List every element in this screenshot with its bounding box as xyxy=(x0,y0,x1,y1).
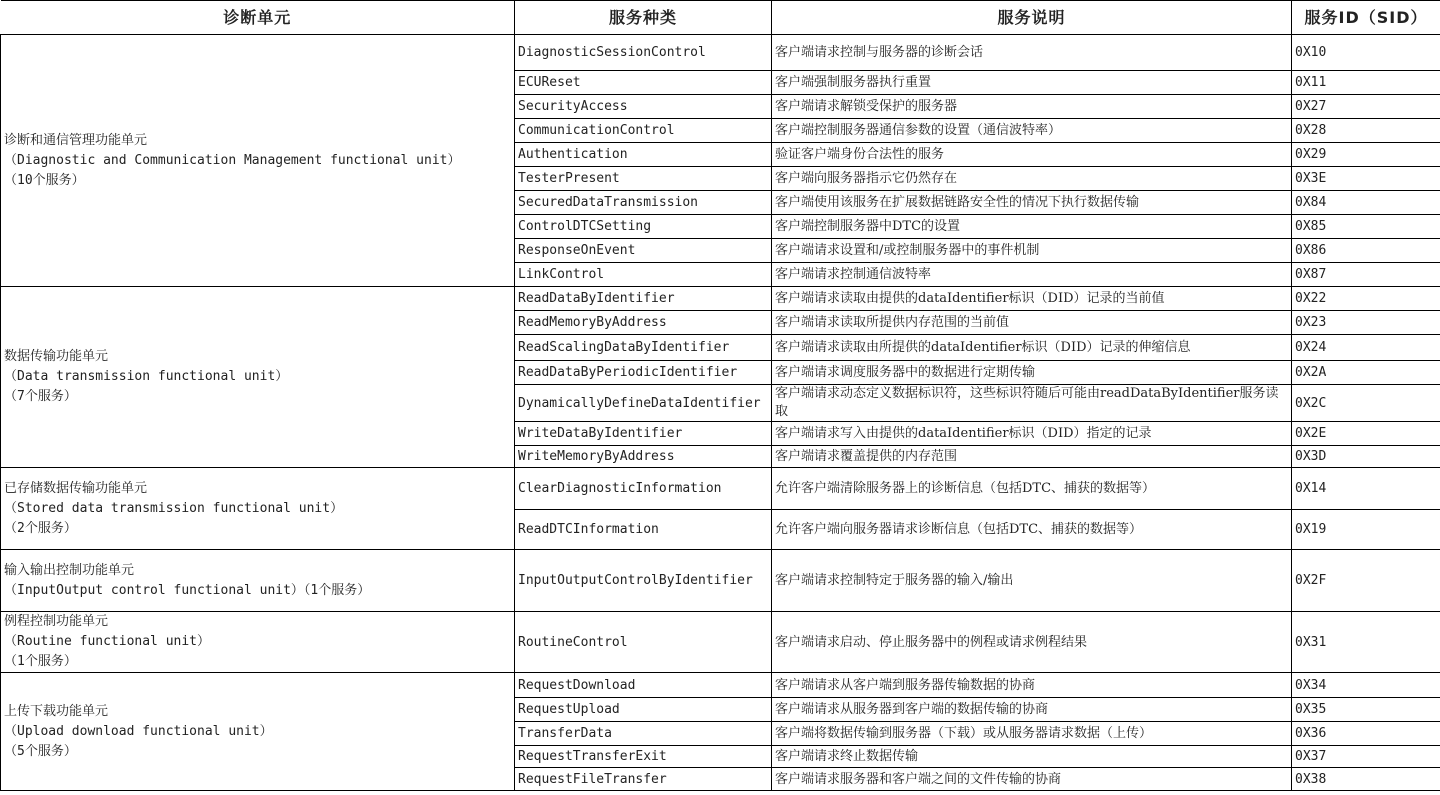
sid-cell: 0X31 xyxy=(1292,612,1440,673)
header-sid: 服务ID（SID） xyxy=(1292,1,1440,35)
service-description-cell: 客户端请求设置和/或控制服务器中的事件机制 xyxy=(772,239,1292,263)
sid-cell: 0X23 xyxy=(1292,311,1440,335)
sid-cell: 0X11 xyxy=(1292,71,1440,95)
service-description-cell: 客户端请求读取由提供的dataIdentifier标识（DID）记录的当前值 xyxy=(772,287,1292,311)
service-name-cell: RequestFileTransfer xyxy=(515,768,772,791)
service-name-cell: RequestUpload xyxy=(515,698,772,722)
service-description-cell: 客户端请求覆盖提供的内存范围 xyxy=(772,446,1292,468)
sid-cell: 0X86 xyxy=(1292,239,1440,263)
service-description-cell: 允许客户端向服务器请求诊断信息（包括DTC、捕获的数据等） xyxy=(772,510,1292,550)
unit-line: 例程控制功能单元 xyxy=(4,614,109,629)
unit-line: 已存储数据传输功能单元 xyxy=(4,480,148,496)
service-description-cell: 客户端请求读取由所提供的dataIdentifier标识（DID）记录的伸缩信息 xyxy=(772,335,1292,361)
unit-line: 输入输出控制功能单元 xyxy=(4,562,135,578)
header-unit: 诊断单元 xyxy=(1,1,515,35)
sid-cell: 0X3E xyxy=(1292,167,1440,191)
service-name-cell: ReadDataByIdentifier xyxy=(515,287,772,311)
service-description-cell: 客户端强制服务器执行重置 xyxy=(772,71,1292,95)
unit-cell xyxy=(1,612,515,673)
unit-cell xyxy=(1,468,515,550)
unit-cell xyxy=(1,673,515,791)
table-row xyxy=(1,673,1440,698)
sid-cell: 0X24 xyxy=(1292,335,1440,361)
sid-cell: 0X19 xyxy=(1292,510,1440,550)
service-description-cell: 客户端请求从服务器到客户端的数据传输的协商 xyxy=(772,698,1292,722)
service-description-cell: 客户端向服务器指示它仍然存在 xyxy=(772,167,1292,191)
header-description: 服务说明 xyxy=(772,1,1292,35)
sid-cell: 0X37 xyxy=(1292,746,1440,768)
sid-cell: 0X10 xyxy=(1292,35,1440,71)
service-name-cell: TransferData xyxy=(515,722,772,746)
sid-cell: 0X87 xyxy=(1292,263,1440,287)
service-description-cell: 客户端请求动态定义数据标识符，这些标识符随后可能由readDataByIdentifier服务读取 xyxy=(772,385,1292,422)
service-name-cell: LinkControl xyxy=(515,263,772,287)
service-name-cell: ResponseOnEvent xyxy=(515,239,772,263)
service-description-cell: 客户端请求读取所提供内存范围的当前值 xyxy=(772,311,1292,335)
sid-cell: 0X2A xyxy=(1292,361,1440,385)
service-description-cell: 客户端请求解锁受保护的服务器 xyxy=(772,95,1292,119)
unit-line: （Routine functional unit） xyxy=(4,634,211,649)
table-row xyxy=(1,550,1440,612)
table-body xyxy=(1,35,1440,791)
service-name-cell: TesterPresent xyxy=(515,167,772,191)
service-description-cell: 客户端控制服务器通信参数的设置（通信波特率） xyxy=(772,119,1292,143)
sid-cell: 0X28 xyxy=(1292,119,1440,143)
unit-line: （Stored data transmission functional unit） xyxy=(4,500,344,516)
service-name-cell: WriteDataByIdentifier xyxy=(515,422,772,446)
table-row xyxy=(1,287,1440,311)
service-name-cell: ECUReset xyxy=(515,71,772,95)
service-name-cell: RoutineControl xyxy=(515,612,772,673)
unit-line: （Diagnostic and Communication Management functional unit） xyxy=(4,152,461,168)
service-name-cell: ClearDiagnosticInformation xyxy=(515,468,772,510)
unit-cell xyxy=(1,550,515,612)
unit-line: （InputOutput control functional unit）（1个服务） xyxy=(4,582,371,598)
service-description-cell: 客户端请求控制通信波特率 xyxy=(772,263,1292,287)
sid-cell: 0X34 xyxy=(1292,673,1440,698)
unit-line: 诊断和通信管理功能单元 xyxy=(4,132,148,148)
sid-cell: 0X3D xyxy=(1292,446,1440,468)
unit-line: （2个服务） xyxy=(4,520,77,536)
table-row xyxy=(1,35,1440,71)
sid-cell: 0X27 xyxy=(1292,95,1440,119)
sid-cell: 0X84 xyxy=(1292,191,1440,215)
service-description-cell: 客户端使用该服务在扩展数据链路安全性的情况下执行数据传输 xyxy=(772,191,1292,215)
service-description-cell: 客户端请求服务器和客户端之间的文件传输的协商 xyxy=(772,768,1292,791)
service-description-cell: 验证客户端身份合法性的服务 xyxy=(772,143,1292,167)
service-description-cell: 客户端请求写入由提供的dataIdentifier标识（DID）指定的记录 xyxy=(772,422,1292,446)
table-row xyxy=(1,468,1440,510)
sid-cell: 0X35 xyxy=(1292,698,1440,722)
service-description-cell: 客户端请求启动、停止服务器中的例程或请求例程结果 xyxy=(772,612,1292,673)
service-description-cell: 客户端将数据传输到服务器（下载）或从服务器请求数据（上传） xyxy=(772,722,1292,746)
sid-cell: 0X2E xyxy=(1292,422,1440,446)
service-name-cell: RequestDownload xyxy=(515,673,772,698)
service-name-cell: ReadDTCInformation xyxy=(515,510,772,550)
sid-cell: 0X85 xyxy=(1292,215,1440,239)
unit-line: （1个服务） xyxy=(4,654,77,669)
service-name-cell: SecuredDataTransmission xyxy=(515,191,772,215)
service-description-cell: 客户端控制服务器中DTC的设置 xyxy=(772,215,1292,239)
service-name-cell: ReadDataByPeriodicIdentifier xyxy=(515,361,772,385)
unit-line: （5个服务） xyxy=(4,743,77,759)
service-description-cell: 客户端请求控制特定于服务器的输入/输出 xyxy=(772,550,1292,612)
service-description-cell: 客户端请求终止数据传输 xyxy=(772,746,1292,768)
service-name-cell: ReadMemoryByAddress xyxy=(515,311,772,335)
unit-line: 数据传输功能单元 xyxy=(4,349,109,364)
service-name-cell: RequestTransferExit xyxy=(515,746,772,768)
header-row xyxy=(1,1,1440,35)
service-name-cell: DiagnosticSessionControl xyxy=(515,35,772,71)
service-name-cell: DynamicallyDefineDataIdentifier xyxy=(515,385,772,422)
unit-cell xyxy=(1,35,515,287)
service-description-cell: 允许客户端清除服务器上的诊断信息（包括DTC、捕获的数据等） xyxy=(772,468,1292,510)
service-name-cell: ReadScalingDataByIdentifier xyxy=(515,335,772,361)
sid-cell: 0X36 xyxy=(1292,722,1440,746)
service-description-cell: 客户端请求从客户端到服务器传输数据的协商 xyxy=(772,673,1292,698)
sid-cell: 0X14 xyxy=(1292,468,1440,510)
unit-line: （Data transmission functional unit） xyxy=(4,369,289,384)
unit-line: （7个服务） xyxy=(4,389,77,404)
service-name-cell: Authentication xyxy=(515,143,772,167)
service-name-cell: SecurityAccess xyxy=(515,95,772,119)
service-name-cell: WriteMemoryByAddress xyxy=(515,446,772,468)
table-row xyxy=(1,612,1440,673)
unit-line: （10个服务） xyxy=(4,172,85,188)
sid-cell: 0X38 xyxy=(1292,768,1440,791)
header-service-type: 服务种类 xyxy=(515,1,772,35)
sid-cell: 0X22 xyxy=(1292,287,1440,311)
unit-line: （Upload download functional unit） xyxy=(4,723,273,739)
service-name-cell: CommunicationControl xyxy=(515,119,772,143)
sid-cell: 0X29 xyxy=(1292,143,1440,167)
sid-cell: 0X2C xyxy=(1292,385,1440,422)
service-description-cell: 客户端请求控制与服务器的诊断会话 xyxy=(772,35,1292,71)
service-name-cell: ControlDTCSetting xyxy=(515,215,772,239)
sid-cell: 0X2F xyxy=(1292,550,1440,612)
service-description-cell: 客户端请求调度服务器中的数据进行定期传输 xyxy=(772,361,1292,385)
unit-line: 上传下载功能单元 xyxy=(4,703,109,719)
service-name-cell: InputOutputControlByIdentifier xyxy=(515,550,772,612)
unit-cell xyxy=(1,287,515,468)
